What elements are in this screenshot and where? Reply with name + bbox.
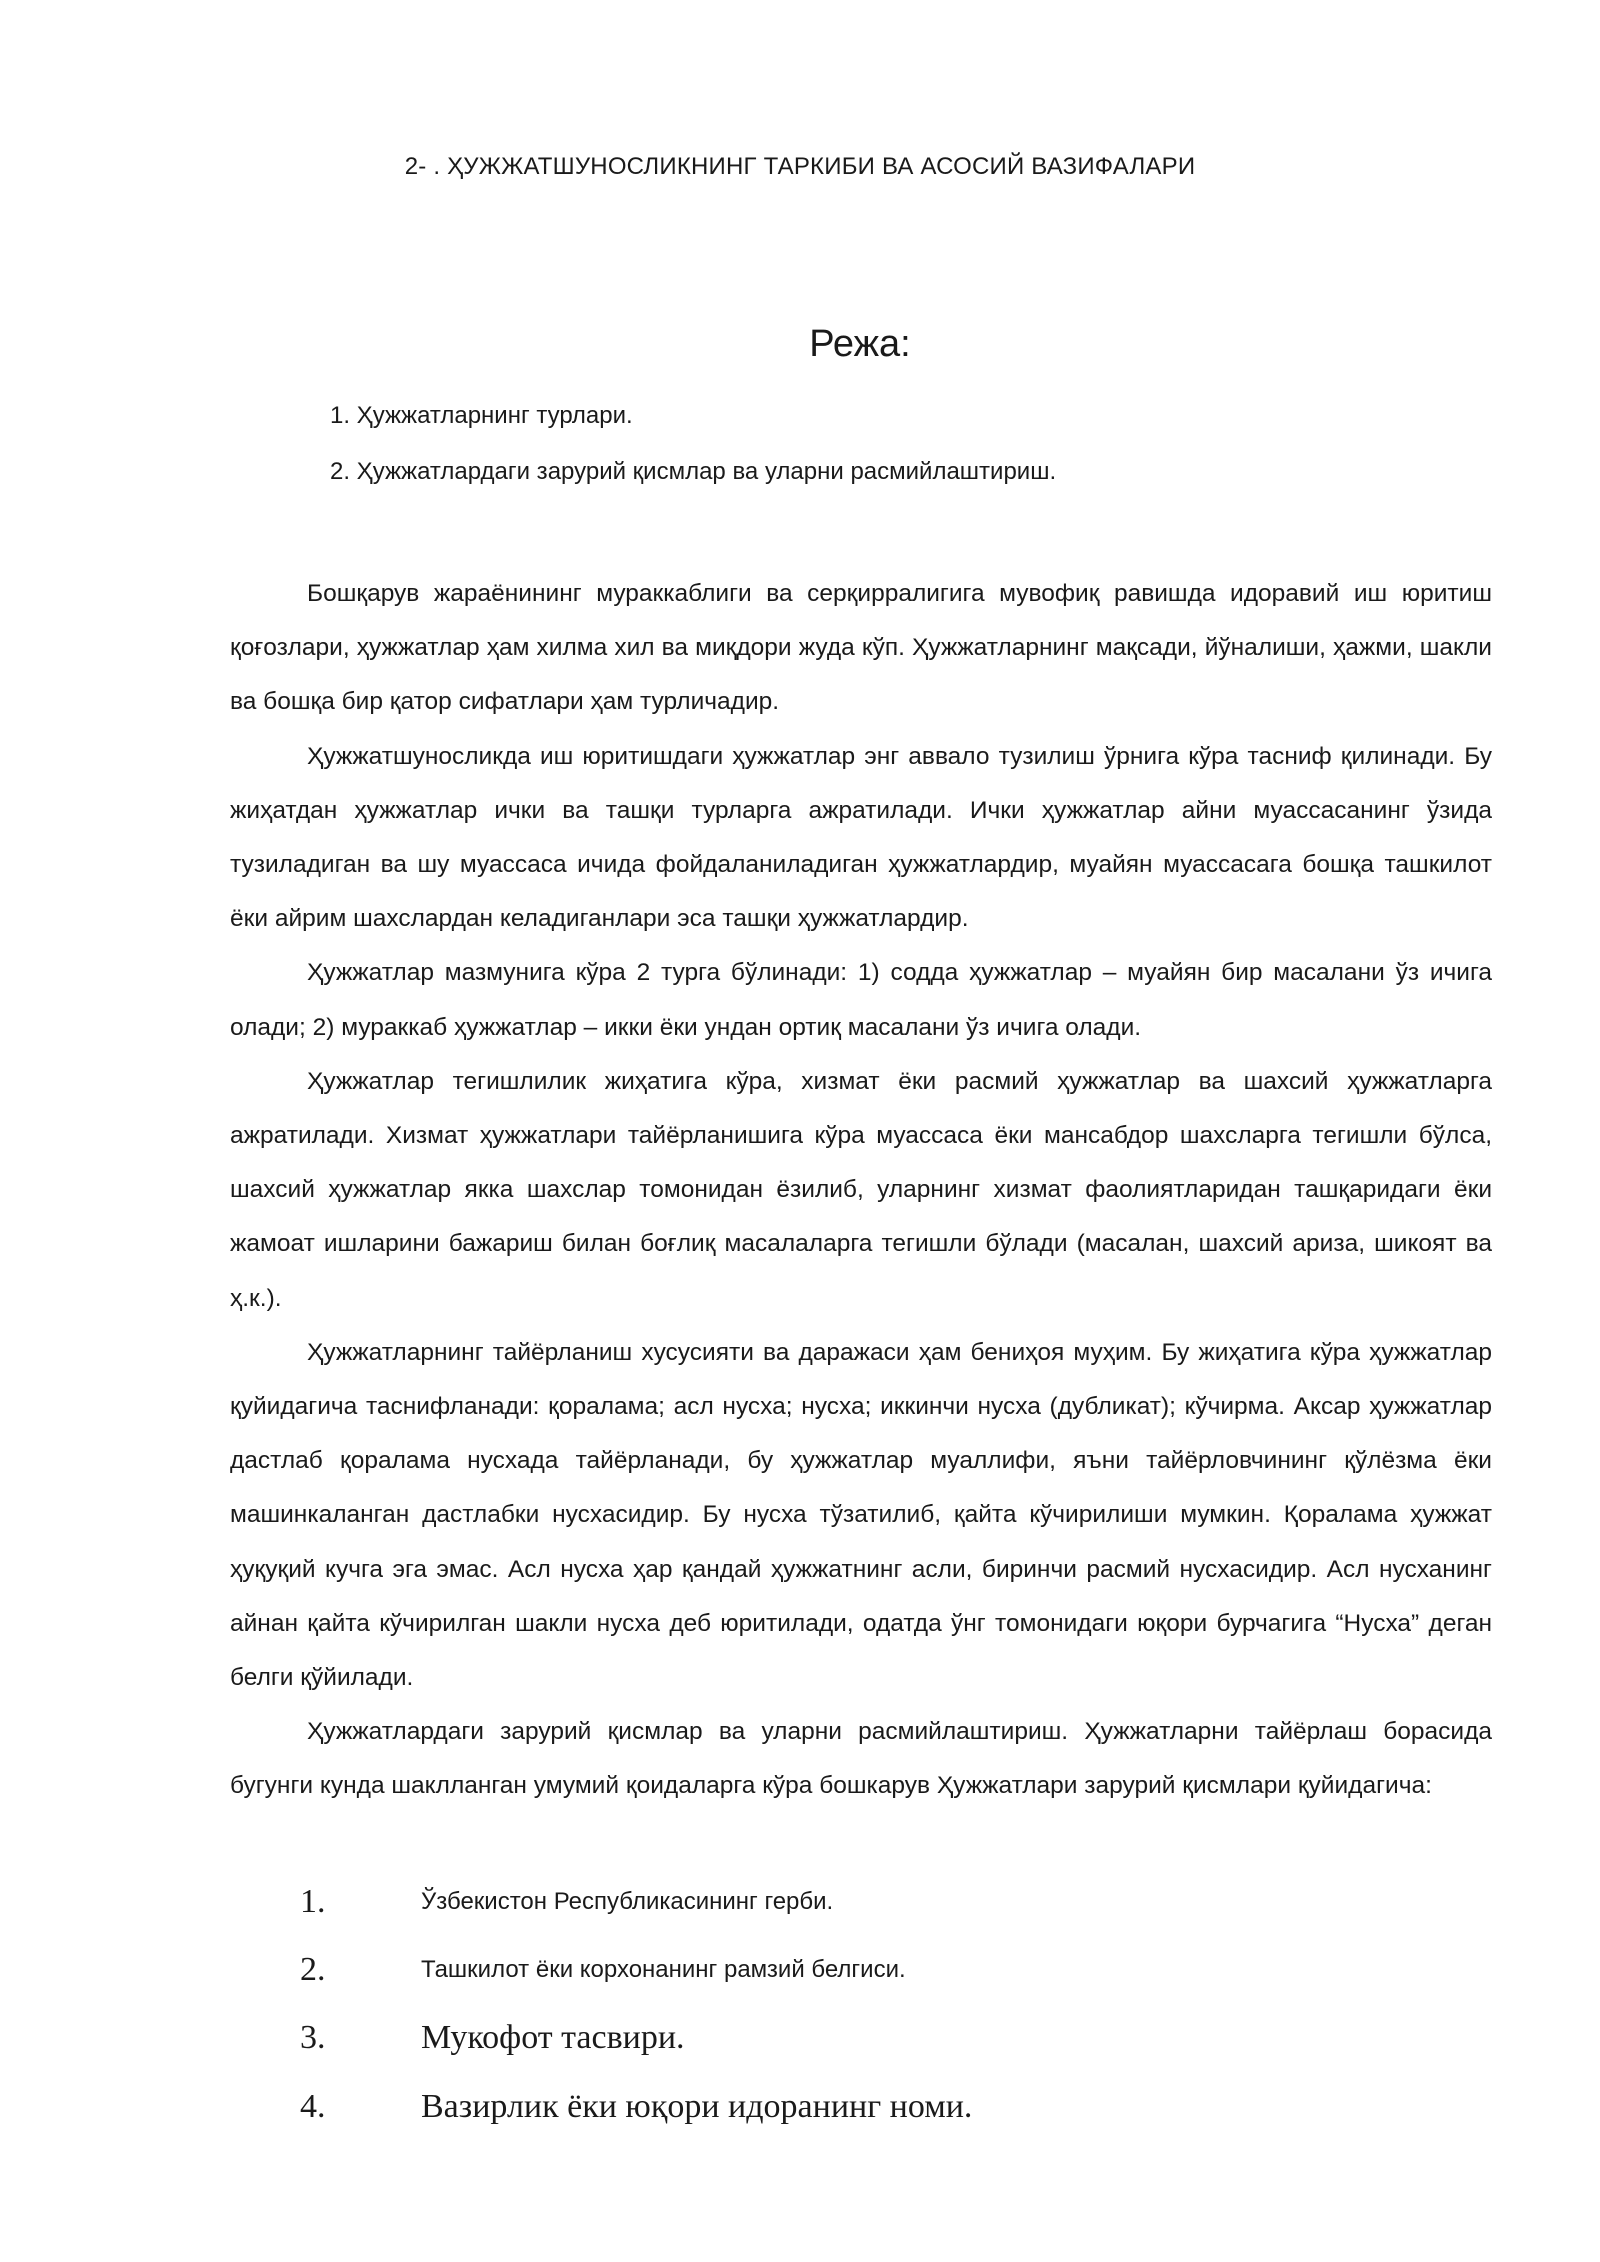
list-item-number: 2.	[300, 1951, 326, 1988]
body-text	[230, 567, 1492, 1814]
list-item-text: Мукофот тасвири.	[421, 2019, 685, 2056]
list-item-number: 1.	[300, 1883, 326, 1920]
list-item	[300, 1936, 972, 2004]
paragraph: Ҳужжатшуносликда иш юритишдаги ҳужжатлар энг аввало тузилиш ўрнига кўра тасниф қилинади. Бу жиҳатдан ҳужжатлар ички ва ташқи турларга ажратилади. Ички ҳужжатлар айни муассасанинг ўзида тузиладиган ва шу муассаса ичида фойдаланиладиган ҳужжатлардир, муайян муассасага бошқа ташкилот ёки айрим шахслардан келадиганлари эса ташқи ҳужжатлардир.	[230, 742, 1492, 933]
list-item-number: 3.	[300, 2019, 326, 2056]
list-item-text: Ташкилот ёки корхонанинг рамзий белгиси.	[421, 1956, 906, 1983]
list-item-text: Ўзбекистон Республикасининг герби.	[421, 1888, 834, 1915]
plan-item: 2. Ҳужжатлардаги зарурий қисмлар ва уларни расмийлаштириш.	[330, 458, 1057, 485]
paragraph: Ҳужжатлардаги зарурий қисмлар ва уларни расмийлаштириш. Ҳужжатларни тайёрлаш борасида бугунги кунда шаклланган умумий қоидаларга кўра бошкарув Ҳужжатлари зарурий қисмлари қуйидагича:	[230, 1718, 1492, 1800]
list-item-number: 4.	[300, 2088, 326, 2125]
list-item	[300, 2004, 972, 2072]
list-item	[300, 1868, 972, 1936]
paragraph: Ҳужжатлар мазмунига кўра 2 турга бўлинади: 1) содда ҳужжатлар – муайян бир масалани ўз ичига олади; 2) мураккаб ҳужжатлар – икки ёки ундан ортиқ масалани ўз ичига олади.	[230, 959, 1492, 1041]
plan-heading: Режа:	[809, 323, 911, 365]
paragraph: Ҳужжатлар тегишлилик жиҳатига кўра, хизмат ёки расмий ҳужжатлар ва шахсий ҳужжатларга ажратилади. Хизмат ҳужжатлари тайёрланишига кўра муассаса ёки мансабдор шахсларга тегишли бўлса, шахсий ҳужжатлар якка шахслар томонидан ёзилиб, уларнинг хизмат фаолиятларидан ташқаридаги ёки жамоат ишларини бажариш билан боғлиқ масалаларга тегишли бўлади (масалан, шахсий ариза, шикоят ва ҳ.к.).	[230, 1067, 1492, 1312]
paragraph: Бошқарув жараёнининг мураккаблиги ва серқирралигига мувофиқ равишда идоравий иш юритиш қоғозлари, ҳужжатлар ҳам хилма хил ва миқдори жуда кўп. Ҳужжатларнинг мақсади, йўналиши, ҳажми, шакли ва бошқа бир қатор сифатлари ҳам турличадир.	[230, 580, 1492, 716]
paragraph: Ҳужжатларнинг тайёрланиш хусусияти ва даражаси ҳам бениҳоя муҳим. Бу жиҳатига кўра ҳужжатлар қуйидагича таснифланади: қоралама; асл нусха; нусха; иккинчи нусха (дубликат); кўчирма. Аксар ҳужжатлар дастлаб қоралама нусхада тайёрланади, бу ҳужжатлар муаллифи, яъни тайёрловчининг қўлёзма ёки машинкаланган дастлабки нусхасидир. Бу нусха тўзатилиб, қайта кўчирилиши мумкин. Қоралама ҳужжат ҳуқуқий кучга эга эмас. Асл нусха ҳар қандай ҳужжатнинг асли, биринчи расмий нусхасидир. Асл нусханинг айнан қайта кўчирилган шакли нусха деб юритилади, одатда ўнг томонидаги юқори бурчагига “Нусха” деган белги қўйилади.	[230, 1338, 1492, 1692]
plan-list	[330, 396, 1056, 508]
document-title: 2- . ҲУЖЖАТШУНОСЛИКНИНГ ТАРКИБИ ВА АСОСИЙ ВАЗИФАЛАРИ	[404, 153, 1196, 180]
list-item-text: Вазирлик ёки юқори идоранинг номи.	[421, 2088, 973, 2125]
plan-item: 1. Ҳужжатларнинг турлари.	[330, 402, 633, 429]
list-item	[300, 2072, 972, 2142]
required-parts-list	[300, 1868, 972, 2142]
